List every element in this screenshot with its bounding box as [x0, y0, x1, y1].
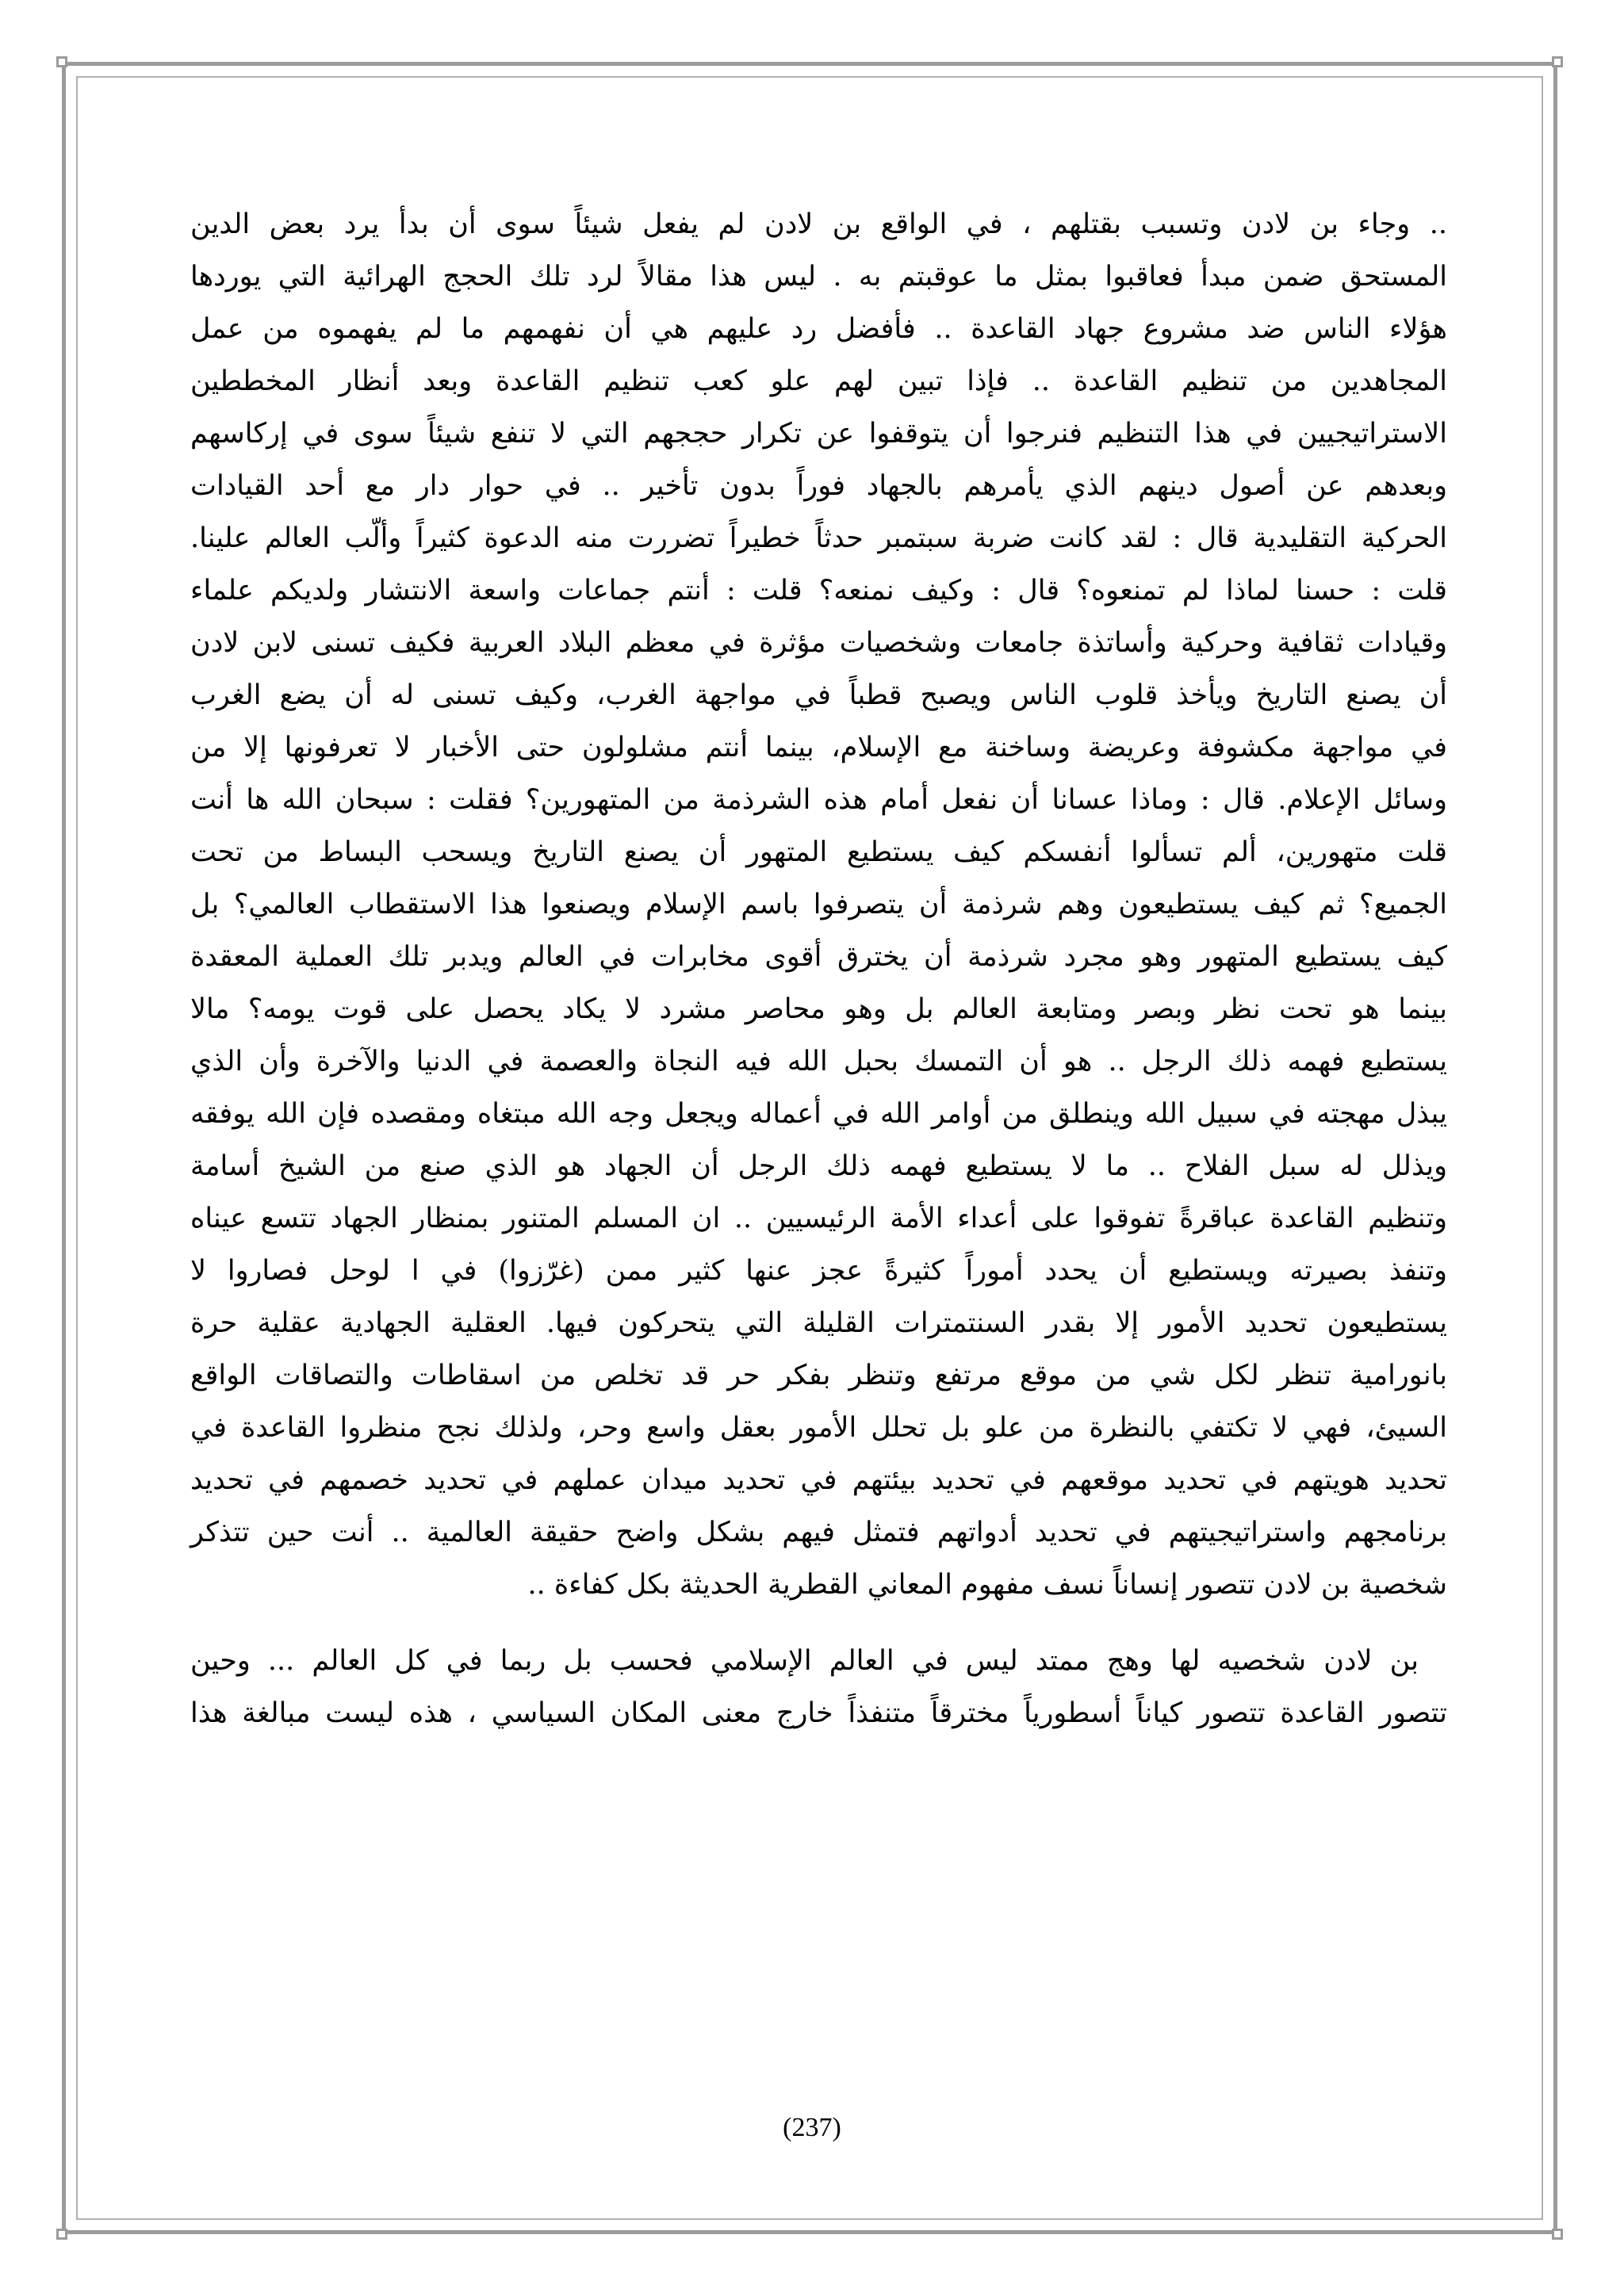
text-line: يبذل مهجته في سبيل الله وينطلق من أوامر الله في أعماله ويجعل وجه الله مبتغاه ومقصده فإن الله يوفقه — [190, 1098, 1447, 1130]
text-line: كيف يستطيع المتهور وهو مجرد شرذمة أن يخترق أقوى مخابرات في العالم ويدبر تلك العملية المعقدة — [190, 941, 1447, 973]
text-line: قلت متهورين، ألم تسألوا أنفسكم كيف يستطيع المتهور أن يصنع التاريخ ويسحب البساط من تحت — [190, 836, 1447, 868]
text-line: .. وجاء بن لادن وتسبب بقتلهم ، في الواقع بن لادن لم يفعل شيئاً سوى أن بدأ يرد بعض الدين — [190, 209, 1447, 240]
text-line: وقيادات ثقافية وحركية وأساتذة جامعات وشخصيات مؤثرة في معظم البلاد العربية فكيف تسنى لابن لادن — [190, 627, 1447, 659]
text-line: يستطيعون تحديد الأمور إلا بقدر السنتمترات القليلة التي يتحركون فيها. العقلية الجهادية عقلية حرة — [190, 1307, 1447, 1339]
text-line: بن لادن شخصيه لها وهج ممتد ليس في العالم الإسلامي فحسب بل ربما في كل العالم ... وحين — [190, 1645, 1419, 1677]
text-line: أن يصنع التاريخ ويأخذ قلوب الناس ويصبح قطباً في مواجهة الغرب، وكيف تسنى له أن يضع الغرب — [190, 679, 1447, 711]
text-line: السيئ، فهي لا تكتفي بالنظرة من علو بل تحلل الأمور بعقل واسع وحر، ولذلك نجح منظروا القاعدة في — [190, 1412, 1447, 1444]
text-line: المستحق ضمن مبدأ فعاقبوا بمثل ما عوقبتم به . ليس هذا مقالاً لرد تلك الحجج الهرائية التي يوردها — [190, 261, 1447, 293]
text-line: وبعدهم عن أصول دينهم الذي يأمرهم بالجهاد فوراً بدون تأخير .. في حوار دار مع أحد القيادات — [190, 470, 1447, 502]
text-line: يستطيع فهمه ذلك الرجل .. هو أن التمسك بحبل الله فيه النجاة والعصمة في الدنيا والآخرة وأن الذي — [190, 1046, 1447, 1077]
text-line: الجميع؟ ثم كيف يستطيعون وهم شرذمة أن يتصرفوا باسم الإسلام ويصنعوا هذا الاستقطاب العالمي؟ بل — [190, 889, 1447, 920]
text-line: قلت : حسنا لماذا لم تمنعوه؟ قال : وكيف نمنعه؟ قلت : أنتم جماعات واسعة الانتشار ولديكم علماء — [190, 575, 1447, 607]
corner-ornament — [56, 56, 67, 67]
text-line: وتنفذ بصيرته ويستطيع أن يحدد أموراً كثيرةً عجز عنها كثير ممن (غرّزوا) في ا لوحل فصاروا لا — [190, 1255, 1447, 1287]
text-line: برنامجهم واستراتيجيتهم في تحديد أدواتهم فتمثل فيهم بشكل واضح حقيقة العالمية .. أنت حين تتذكر — [190, 1517, 1447, 1548]
text-line: شخصية بن لادن تتصور إنساناً نسف مفهوم المعاني القطرية الحديثة بكل كفاءة .. — [527, 1569, 1447, 1601]
corner-ornament — [1552, 2229, 1563, 2240]
text-line: وسائل الإعلام. قال : وماذا عسانا أن نفعل أمام هذه الشرذمة من المتهورين؟ فقلت : سبحان الله ها أنت — [190, 784, 1447, 816]
corner-ornament — [56, 2229, 67, 2240]
text-line: الاستراتيجيين في هذا التنظيم فنرجوا أن يتوقفوا عن تكرار حججهم التي لا تنفع شيئاً سوى في إركاسهم — [190, 418, 1447, 450]
text-line: تتصور القاعدة تتصور كياناً أسطورياً مخترقاً متنفذاً خارج معنى المكان السياسي ، هذه ليست مبالغة هذا — [190, 1697, 1447, 1729]
paragraph — [190, 198, 1447, 1611]
body-text — [190, 198, 1447, 1739]
text-line: ويذلل له سبل الفلاح .. ما لا يستطيع فهمه ذلك الرجل أن الجهاد هو الذي صنع من الشيخ أسامة — [190, 1150, 1447, 1182]
text-line: بينما هو تحت نظر وبصر ومتابعة العالم بل وهو محاصر مشرد لا يكاد يحصل على قوت يومه؟ مالا — [190, 993, 1447, 1025]
text-line: المجاهدين من تنظيم القاعدة .. فإذا تبين لهم علو كعب تنظيم القاعدة وبعد أنظار المخططين — [190, 365, 1447, 397]
text-line: في مواجهة مكشوفة وعريضة وساخنة مع الإسلام، بينما أنتم مشلولون حتى الأخبار لا تعرفونها إلا من — [190, 732, 1447, 763]
text-line: هؤلاء الناس ضد مشروع جهاد القاعدة .. فأفضل رد عليهم هي أن نفهمهم ما لم يفهموه من عمل — [190, 313, 1447, 345]
text-line: وتنظيم القاعدة عباقرةً تفوقوا على أعداء الأمة الرئيسيين .. ان المسلم المتنور بمنظار الجهاد تتسع عيناه — [190, 1203, 1447, 1234]
corner-ornament — [1552, 56, 1563, 67]
text-line: تحديد هويتهم في تحديد موقعهم في تحديد بيئتهم في تحديد ميدان عملهم في تحديد خصمهم في تحديد — [190, 1464, 1447, 1496]
text-line: الحركية التقليدية قال : لقد كانت ضربة سبتمبر حدثاً خطيراً تضررت منه الدعوة كثيراً وألّب العالم علينا. — [190, 522, 1447, 554]
page-number: (237) — [783, 2113, 841, 2142]
text-line: بانورامية تنظر لكل شي من موقع مرتفع وتنظر بفكر حر قد تخلص من اسقاطات والتصاقات الواقع — [190, 1360, 1447, 1391]
paragraph — [190, 1635, 1447, 1739]
paragraph-spacer — [190, 1611, 1447, 1635]
